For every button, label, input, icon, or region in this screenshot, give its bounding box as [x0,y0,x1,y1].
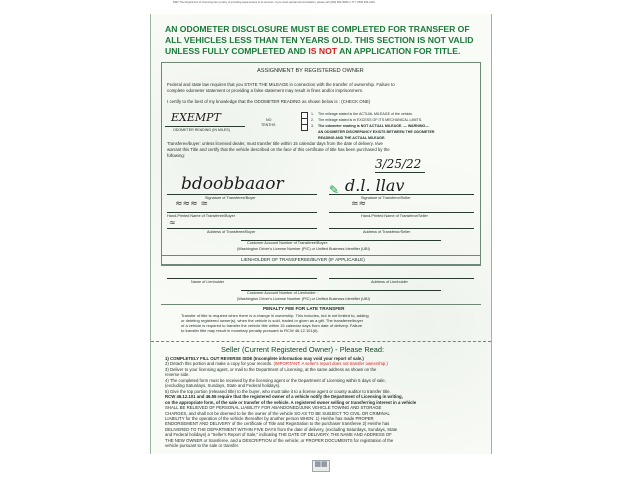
buyer-address-scribble: ≈ [169,218,176,227]
seller-instruction-text: 3) Deliver to your licensing agent, or mail to the Department of Licensing, at the same address as shown on the [165,366,377,372]
transfer-line-3: following: [167,153,185,158]
option-text-4: AN ODOMETER DISCREPANCY EXISTS BETWEEN THE ODOMETER [318,130,435,134]
seller-address-label: Address of Transferor/Seller [363,230,411,234]
penalty-line-2: or deleting registered owner(s), when the vehicle is sold, traded or given as a gift. The transferee/buyer [181,318,364,323]
option-text-2: The mileage stated is in EXCESS OF ITS MECHANICAL LIMITS. [318,118,423,122]
option-num-3: 3. [311,124,314,128]
certify-line: I certify to the best of my knowledge that the ODOMETER READING as shown below is : (CHECK ONE) [167,99,371,104]
buyer-signature[interactable]: bdoobbaaor [181,174,284,194]
option-text-5: READING AND THE ACTUAL MILEAGE. [318,136,386,140]
seller-instruction-text: and Federal holidays) a "Seller's Report of Sale," indicating THE DATE OF DELIVERY, THE NAME AND ADDRESS OF [165,432,392,438]
seller-signature-line [329,194,474,195]
seller-instruction-line [165,368,376,372]
disclosure-line-2: ALL VEHICLES LESS THAN TEN YEARS OLD. THIS SECTION IS NOT VALID [165,35,474,45]
lienholder-account-label-1: Customer Account Number of Lienholder : [247,291,318,295]
seller-instruction-text: (excluding Saturdays, Sundays, State and Federal holidays). [165,383,281,389]
disclosure-line-1: AN ODOMETER DISCLOSURE MUST BE COMPLETED FOR TRANSFER OF [165,24,470,34]
seller-instruction-text: 4) The completed form must be received by the licensing agent or the Department of Licensing within 5 days of sale, [165,377,386,383]
buyer-name-label: Hand-Printed Name of Transferee/Buyer [167,214,235,218]
seller-name-label: Hand-Printed Name of Transferor/Seller [361,214,428,218]
seller-instruction-text: 5) Give the top portion (released title) to the buyer, who must take it to a license agent or county auditor to transfer title. [165,388,391,394]
seller-name-line [329,212,474,213]
law-line-2: complete odometer statement or providing a false statement may result in fines and/or imprisonment. [167,88,363,93]
buyer-name-line [167,212,317,213]
seller-name-scribble: ≃≈ [351,199,367,209]
penalty-line-3: of a vehicle is required to transfer the vehicle title within 15 calendar days from date of delivery. Failure [181,323,363,328]
buyer-signature-label: Signature of Transferee/Buyer [205,196,256,200]
date-underline [375,172,425,173]
buyer-address-label: Address of Transferee/Buyer [207,230,256,234]
penalty-line-4: to transfer title may result in monetary penalty pursuant to RCW 46.12.101(6). [181,328,319,333]
seller-heading: Seller (Current Registered Owner) - Please Read: [221,345,385,354]
transfer-line-2: warrant this Title and certify that the vehicle described on the face of this certificate of title has been purchased by the [167,147,390,152]
lienholder-divider [161,255,481,256]
odometer-label: ODOMETER READING (IN MILES) [173,128,230,132]
buyer-name-scribble: ≈≈≈ ≃ [175,199,209,209]
disclosure-line-3a: UNLESS FULLY COMPLETED AND [165,46,309,56]
disclosure-line-3c: AN APPLICATION FOR TITLE. [337,46,461,56]
seller-check-icon: ✎ [329,183,340,197]
no-tenths-label: NO [266,118,272,122]
seller-instruction-important: (IMPORTANT: A seller's report does not transfer ownership.) [273,361,388,367]
option-text-1: The mileage stated is the ACTUAL MILEAGE of the vehicle. [318,112,414,116]
buyer-signature-line [167,194,317,195]
title-document [150,1,492,454]
seller-instruction-text: RCW 46.12.101 and 46.55 require that the registered owner of a vehicle notify the Department of Licensing in writing, [165,394,403,400]
lienholder-address-line [329,278,474,279]
odometer-value: EXEMPT [171,111,221,124]
disclosure-is-not: IS NOT [308,46,338,56]
seller-instruction-text: 2) Detach this portion and make a copy for your records. [165,361,274,367]
seller-signature[interactable]: d.l. llav [345,176,405,195]
seller-instruction-text: SHALL BE RELIEVED OF PERSONAL LIABILITY FOR ABANDONED/JUNK VEHICLE TOWING AND STORAGE [165,405,382,411]
lienholder-name-label: Name of Lienholder [191,280,225,284]
page-view-icon[interactable]: ▦▦ [312,460,330,472]
seller-address-line [329,228,474,229]
buyer-address-line [167,228,317,229]
lienholder-divider-2 [161,264,481,265]
buyer-account-label-2: (Washington Driver's License Number (PIC) or Unified Business Identifier (UBI) [237,247,370,251]
penalty-divider [161,304,481,305]
option-num-1: 1. [311,112,314,116]
option-checkbox-3[interactable] [301,124,308,131]
penalty-line-1: Transfer of title is required when there is a change in ownership. This includes, but is not limited to, adding [181,313,369,318]
buyer-account-label-1: Customer Account Number of Transferee/Buyer: [247,241,329,245]
odometer-underline [165,126,245,127]
seller-instruction-text: THE NEW OWNER or transferee, and a DESCRIPTION of the vehicle; or PROPER DOCUMENTS for registration of the [165,437,394,443]
disclosure-line-3 [165,47,460,56]
seller-instruction-text: reverse side. [165,372,190,378]
option-num-2: 2. [311,118,314,122]
lienholder-address-label: Address of Lienholder [371,280,408,284]
transfer-line-1: Transferee/buyer: unless licensed dealer, must transfer title within 15 calendar days from the date of delivery. I/we [167,141,383,146]
assignment-heading: ASSIGNMENT BY REGISTERED OWNER [257,68,364,74]
sale-date[interactable]: 3/25/22 [375,157,422,171]
penalty-heading: PENALTY FEE FOR LATE TRANSFER [263,306,345,311]
seller-instruction-text: ENDORSEMENT AND DELIVERY of the certificate of Title and Registration to the purchaser transferee 2) He/she has [165,421,390,427]
seller-instruction-text: 1) COMPLETELY FILL OUT REVERSE SIDE (Incomplete information may void your report of sale.) [165,356,364,361]
seller-instruction-text: vehicle pursuant to the sale or transfer. [165,443,240,449]
seller-instruction-text: CHARGES, and shall not be deemed to be the owner of the vehicle SO AS TO BE SUBJECT TO CIVIL OR CRIMINAL [165,410,390,416]
tenths-label: TENTHS [261,123,276,127]
seller-signature-label: Signature of Transferor/Seller [361,196,411,200]
lienholder-name-line [167,278,317,279]
option-text-3: The odometer reading is NOT ACTUAL MILEAGE. — WARNING— [318,124,429,128]
seller-instruction-line [165,444,239,448]
seller-instruction-text: LIABILITY for the operation of the vehicle thereafter by another person WHEN: 1) He/she has made PROPER [165,415,374,421]
top-notice: DMV The Department of Licensing has a policy of providing equal access to its services. If you need special accommodation, please call (360) 902-3900 or TTY (360) 664-0116. [173,1,376,4]
seller-instruction-text: on the appropriate form, of the sale or transfer of the vehicle. A registered owner selling or transferring interest in a vehicle [165,399,417,405]
law-line-1: Federal and state law requires that you STATE THE MILEAGE in connection with the transfer of ownership. Failure to [167,82,395,87]
seller-instruction-text: DELIVERED TO THE DEPARTMENT WITHIN FIVE DAYS from the date of delivery, (excluding Saturdays, Sundays, State [165,426,398,432]
lienholder-heading: LIENHOLDER OF TRANSFEREE/BUYER (IF APPLICABLE) [241,257,365,262]
lienholder-account-label-2: (Washington Driver's License Number (PIC) or Unified Business Identifier (UBI) [237,297,370,301]
perforation-line [151,341,491,342]
